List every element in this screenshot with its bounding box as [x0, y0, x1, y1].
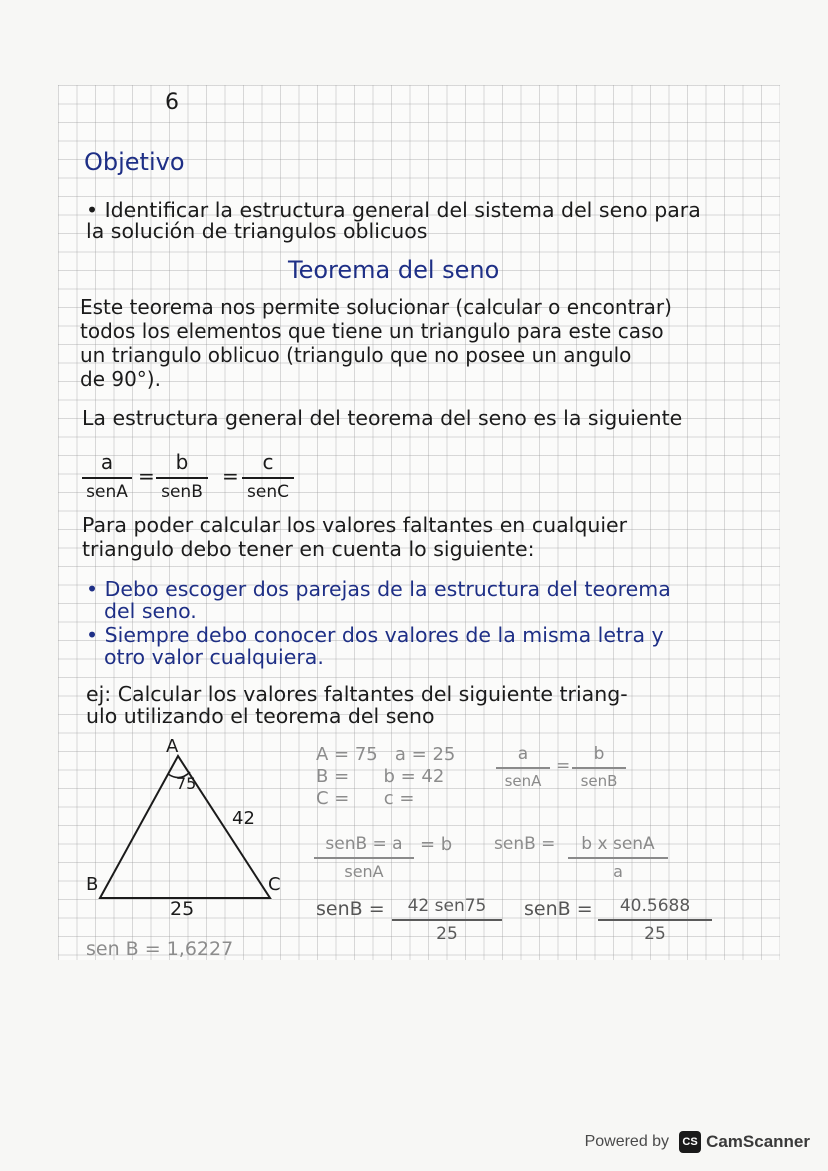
work-law-a-num: a — [517, 744, 529, 764]
law-b-den: senB — [156, 477, 208, 502]
objective-heading: Objetivo — [84, 148, 185, 176]
result-line: sen B = 1,6227 — [86, 938, 234, 960]
powered-by-text: Powered by — [584, 1133, 670, 1150]
values-row-3: C = c = — [316, 788, 415, 809]
intro-line-2: todos los elementos que tiene un triangulo para este caso — [80, 319, 664, 343]
camscanner-footer — [585, 1131, 810, 1153]
side-b-value: 42 — [232, 808, 255, 829]
para-line-2: triangulo debo tener en cuenta lo siguiente: — [82, 537, 535, 561]
work-step-1-fraction — [314, 834, 414, 881]
work-step-4-num: 40.5688 — [619, 896, 691, 916]
work-step-4-lhs: senB = — [524, 898, 593, 920]
bullet-2-line-2: otro valor cualquiera. — [104, 645, 324, 669]
work-step-3-den: 25 — [392, 919, 502, 944]
vertex-c-label: C — [268, 874, 281, 895]
vertex-a-label: A — [166, 736, 179, 757]
work-step-3-num: 42 sen75 — [407, 896, 487, 916]
values-row-2: B = b = 42 — [316, 766, 445, 787]
law-a-den: senA — [82, 477, 132, 502]
camscanner-brand: CamScanner — [706, 1132, 810, 1151]
work-step-1-tail: = b — [420, 834, 453, 855]
work-law-b — [572, 744, 626, 790]
work-step-3-lhs: senB = — [316, 898, 385, 920]
example-line-1: ej: Calcular los valores faltantes del siguiente triang- — [86, 682, 628, 706]
bullet-2-line-1: • Siempre debo conocer dos valores de la misma letra y — [86, 623, 664, 647]
objective-line-2: la solución de triangulos oblicuos — [86, 219, 428, 243]
work-step-2-num: b x senA — [581, 834, 655, 854]
work-step-1-num: senB = a — [325, 834, 403, 854]
values-row-1: A = 75 a = 25 — [316, 744, 456, 765]
law-fraction-b — [156, 450, 208, 502]
work-law-b-den: senB — [572, 767, 626, 790]
work-step-2-lhs: senB = — [494, 834, 556, 854]
work-step-2-fraction — [568, 834, 668, 881]
angle-a-value: 75 — [176, 774, 197, 793]
page-title: Teorema del seno — [288, 256, 500, 284]
law-a-num: a — [100, 450, 114, 474]
law-equals-1: = — [138, 464, 155, 488]
side-a-value: 25 — [170, 898, 195, 920]
law-equals-2: = — [222, 464, 239, 488]
intro-line-3: un triangulo oblicuo (triangulo que no posee un angulo — [80, 343, 632, 367]
structure-line: La estructura general del teorema del seno es la siguiente — [82, 406, 683, 430]
work-step-4-den: 25 — [598, 919, 712, 944]
example-line-2: ulo utilizando el teorema del seno — [86, 704, 435, 728]
para-line-1: Para poder calcular los valores faltantes en cualquier — [82, 513, 628, 537]
law-c-den: senC — [242, 477, 294, 502]
vertex-b-label: B — [86, 874, 99, 895]
objective-line-1: • Identificar la estructura general del sistema del seno para — [86, 198, 701, 222]
law-fraction-c — [242, 450, 294, 502]
work-step-3-fraction — [392, 896, 502, 944]
law-b-num: b — [175, 450, 189, 474]
work-law-a-den: senA — [496, 767, 550, 790]
law-c-num: c — [262, 450, 274, 474]
intro-line-1: Este teorema nos permite solucionar (calcular o encontrar) — [80, 295, 672, 319]
bullet-1-line-1: • Debo escoger dos parejas de la estructura del teorema — [86, 577, 671, 601]
bullet-1-line-2: del seno. — [104, 599, 197, 623]
camscanner-logo-icon: CS — [679, 1131, 701, 1153]
work-law-b-num: b — [593, 744, 605, 764]
work-step-2-den: a — [568, 857, 668, 881]
work-step-1-den: senA — [314, 857, 414, 881]
work-step-4-fraction — [598, 896, 712, 944]
intro-line-4: de 90°). — [80, 367, 161, 391]
law-fraction-a — [82, 450, 132, 502]
page-number: 6 — [165, 90, 179, 115]
work-law-a — [496, 744, 550, 790]
work-law-equals: = — [556, 756, 571, 776]
